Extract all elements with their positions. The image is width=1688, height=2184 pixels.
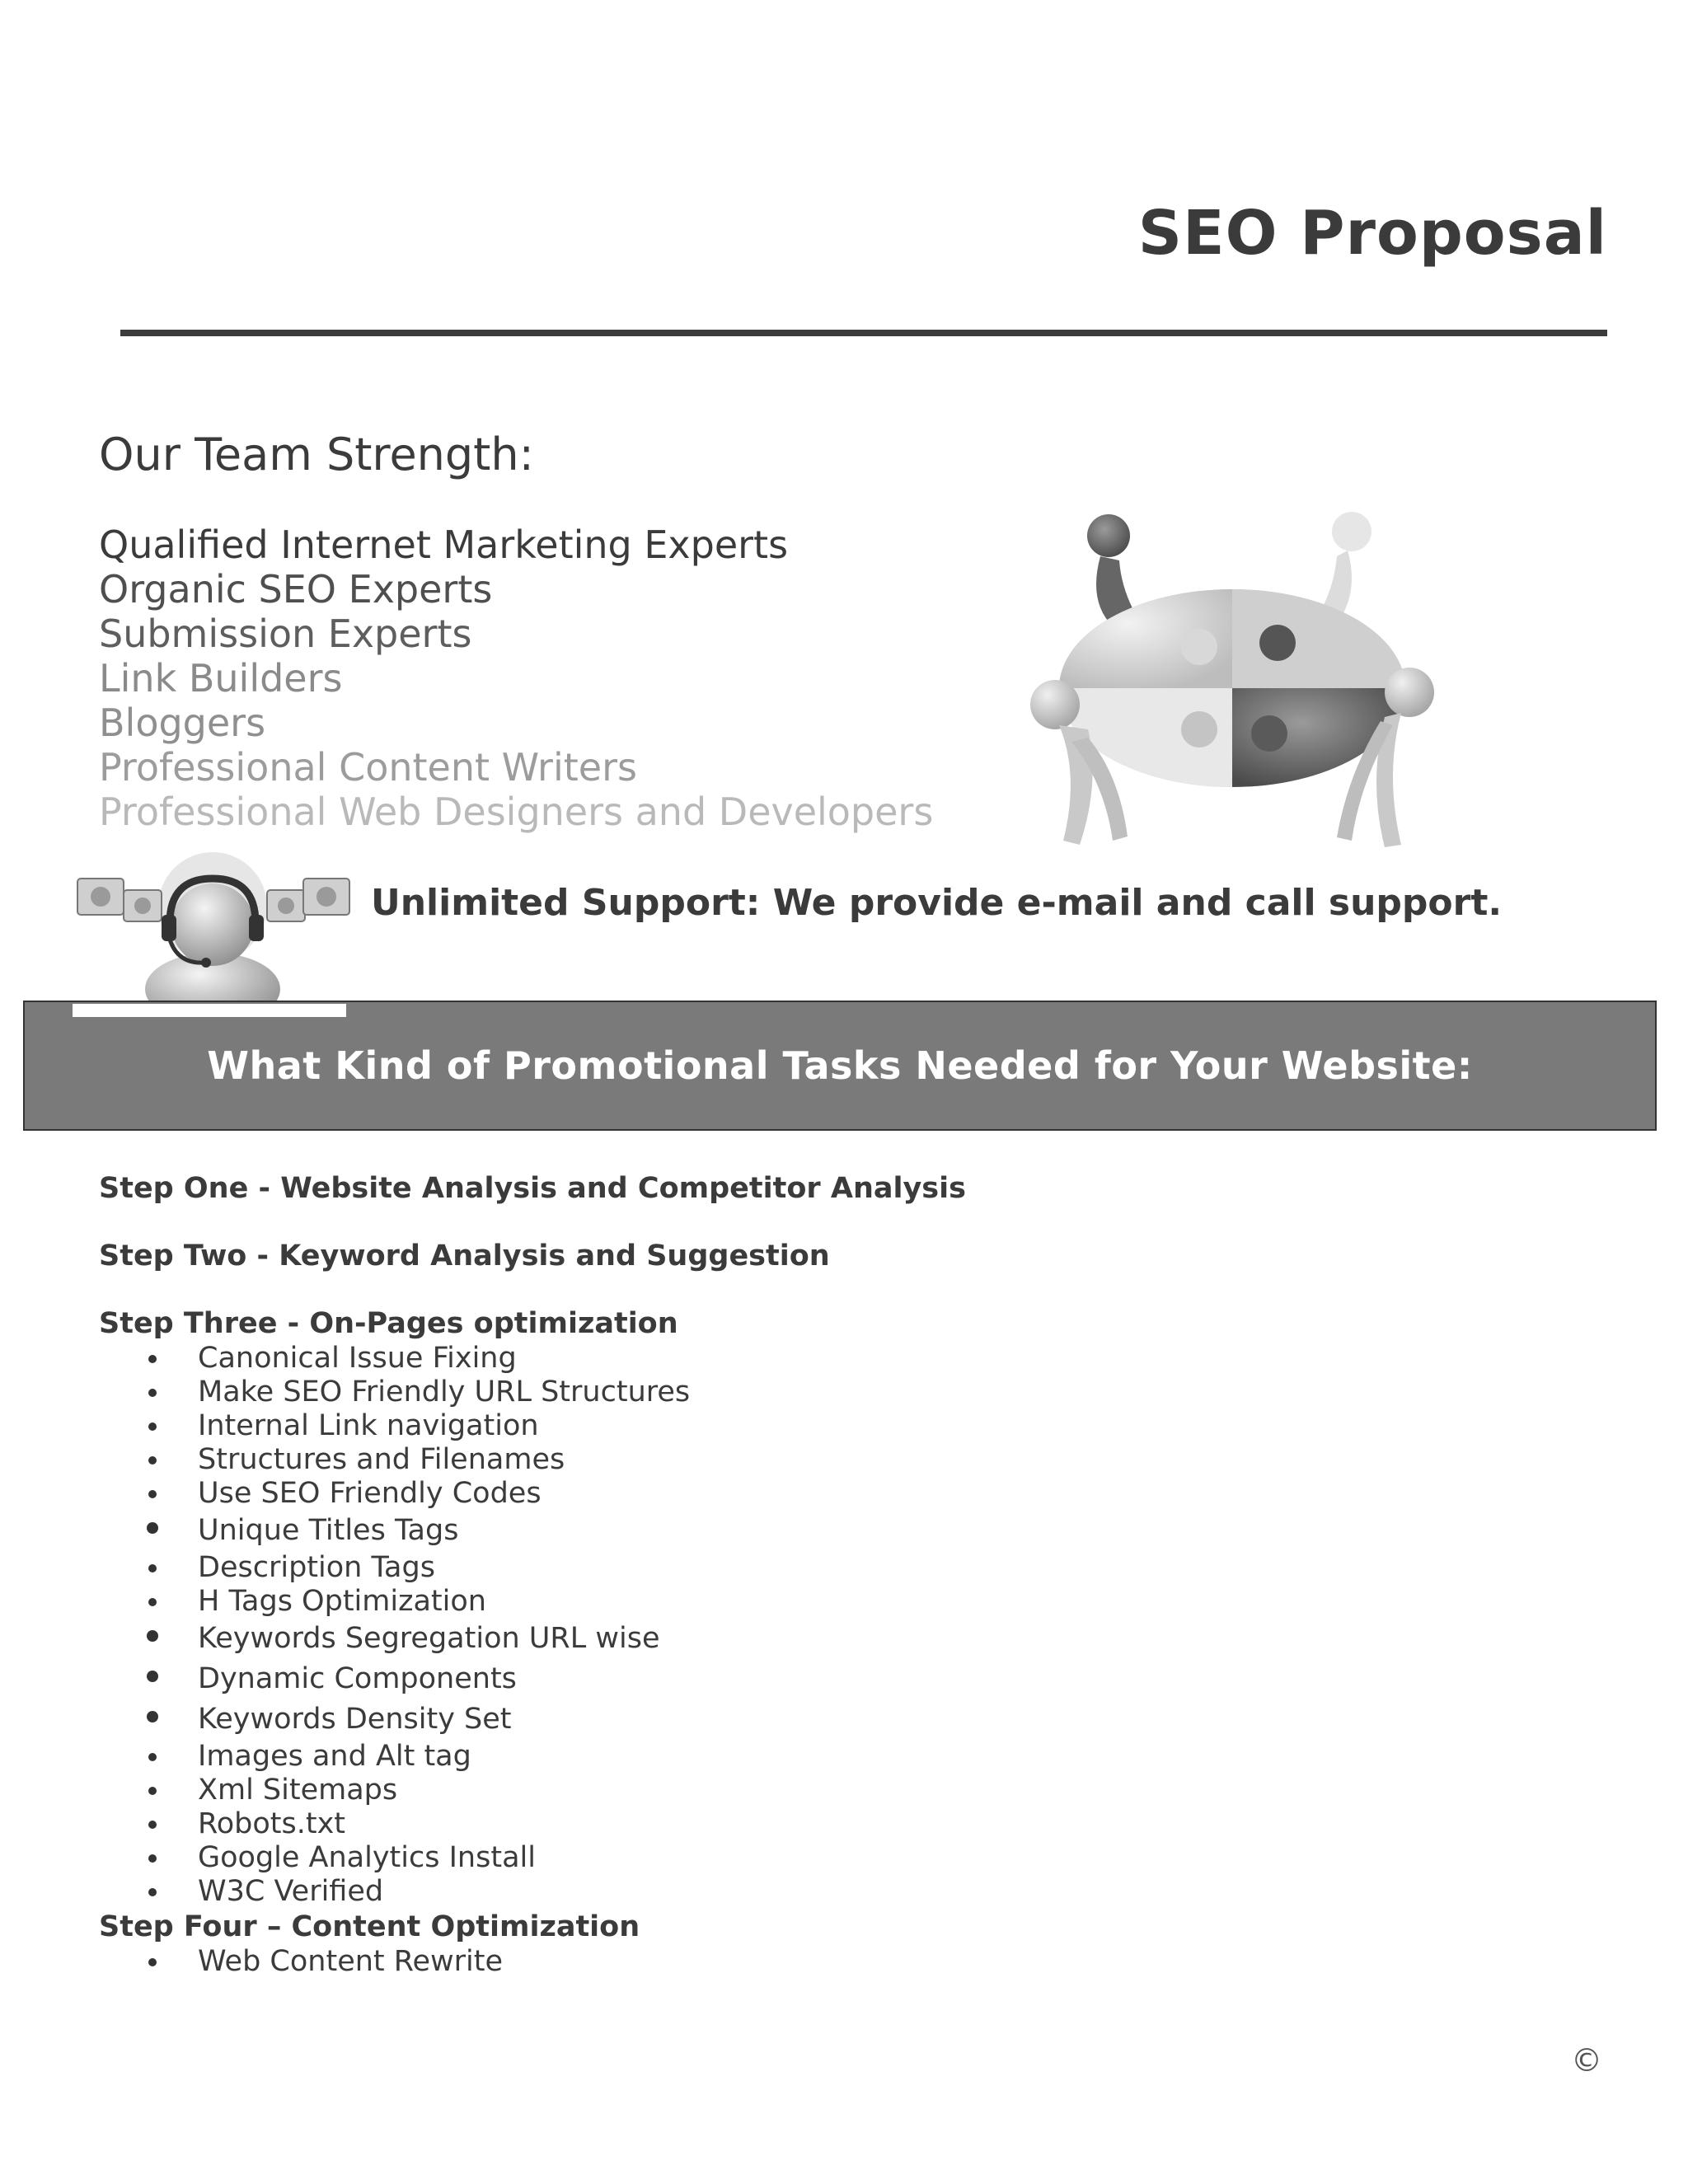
- support-agent-illustration: [73, 849, 353, 1022]
- list-item: Keywords Density Set: [99, 1699, 1582, 1740]
- list-item: Web Content Rewrite: [99, 1945, 1582, 1979]
- team-item: Bloggers: [99, 701, 266, 745]
- step-four-list: [99, 1945, 1582, 1979]
- banner-decor-strip: [73, 1004, 346, 1017]
- team-item: Submission Experts: [99, 612, 472, 656]
- step-two-heading: Step Two - Keyword Analysis and Suggestion: [99, 1240, 830, 1272]
- team-item: Link Builders: [99, 656, 343, 701]
- list-item: Use SEO Friendly Codes: [99, 1477, 1582, 1511]
- step-three-heading: Step Three - On-Pages optimization: [99, 1307, 678, 1340]
- team-item: Professional Web Designers and Developers: [99, 790, 934, 834]
- team-item: Professional Content Writers: [99, 745, 637, 790]
- list-item: Canonical Issue Fixing: [99, 1342, 1582, 1376]
- team-heading: Our Team Strength:: [99, 429, 534, 480]
- list-item: Xml Sitemaps: [99, 1774, 1582, 1807]
- support-statement: Unlimited Support: We provide e-mail and call support.: [371, 882, 1503, 924]
- puzzle-team-illustration: [1022, 511, 1467, 865]
- step-one-heading: Step One - Website Analysis and Competitor Analysis: [99, 1172, 966, 1205]
- list-item: Dynamic Components: [99, 1659, 1582, 1699]
- list-item: Unique Titles Tags: [99, 1511, 1582, 1551]
- list-item: Images and Alt tag: [99, 1740, 1582, 1774]
- team-item: Organic SEO Experts: [99, 567, 493, 612]
- team-list: [99, 523, 933, 834]
- list-item: Structures and Filenames: [99, 1443, 1582, 1477]
- team-item: Qualified Internet Marketing Experts: [99, 523, 789, 567]
- copyright-symbol: ©: [1571, 2042, 1602, 2079]
- step-four-heading: Step Four – Content Optimization: [99, 1910, 640, 1943]
- steps-section: [99, 1170, 1582, 1979]
- list-item: Internal Link navigation: [99, 1409, 1582, 1443]
- title-divider: [120, 330, 1607, 336]
- page-title: SEO Proposal: [1137, 198, 1607, 269]
- list-item: Keywords Segregation URL wise: [99, 1619, 1582, 1659]
- tasks-banner: [23, 1001, 1657, 1131]
- step-three-list: [99, 1342, 1582, 1909]
- list-item: Robots.txt: [99, 1807, 1582, 1841]
- list-item: H Tags Optimization: [99, 1585, 1582, 1619]
- tasks-banner-text: What Kind of Promotional Tasks Needed for Your Website:: [207, 1043, 1473, 1088]
- list-item: Description Tags: [99, 1551, 1582, 1585]
- list-item: W3C Verified: [99, 1875, 1582, 1909]
- list-item: Make SEO Friendly URL Structures: [99, 1376, 1582, 1409]
- list-item: Google Analytics Install: [99, 1841, 1582, 1875]
